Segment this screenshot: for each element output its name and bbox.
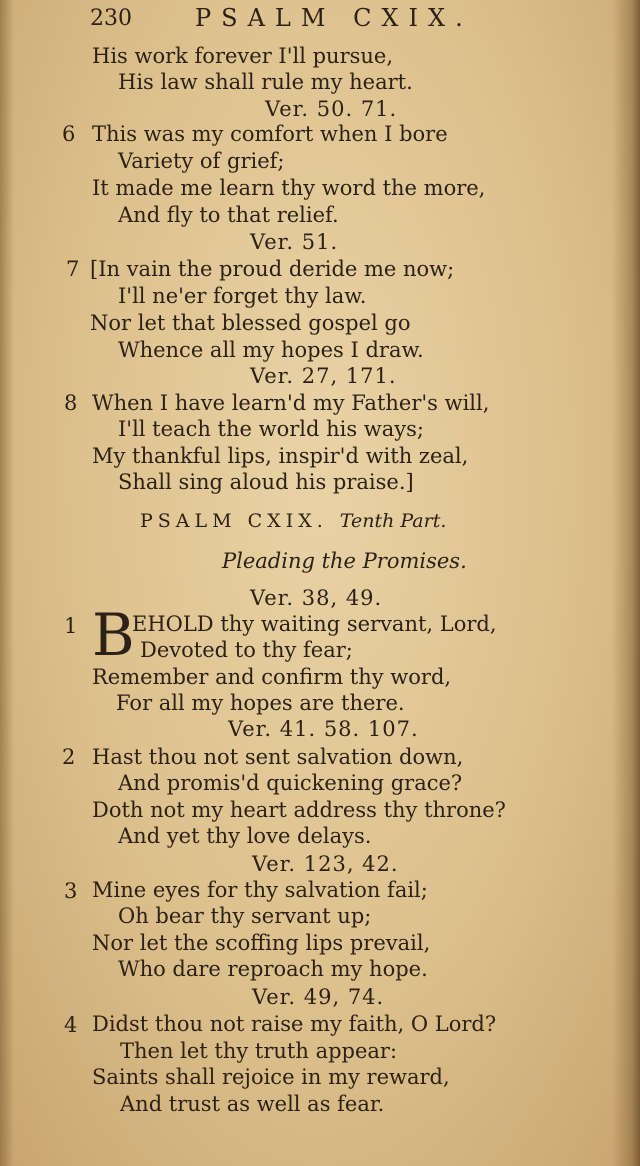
stanza-number: 7 <box>66 257 80 281</box>
verse-line: Nor let that blessed gospel go <box>90 311 411 335</box>
verse-reference: Ver. 51. <box>250 230 339 254</box>
verse-line: This was my comfort when I bore <box>92 122 448 146</box>
verse-line: And yet thy love delays. <box>118 824 372 848</box>
verse-line: Remember and confirm thy word, <box>92 665 452 689</box>
page-right-edge <box>612 0 640 1166</box>
verse-line: Saints shall rejoice in my reward, <box>92 1065 450 1089</box>
verse-line: Nor let the scoffing lips prevail, <box>92 931 431 955</box>
verse-line: Then let thy truth appear: <box>120 1039 398 1063</box>
verse-line: And promis'd quickening grace? <box>118 771 463 795</box>
verse-line: Variety of grief; <box>118 149 285 173</box>
stanza-number: 1 <box>64 614 78 638</box>
verse-line: It made me learn thy word the more, <box>92 176 486 200</box>
stanza-number: 4 <box>64 1013 78 1037</box>
verse-line: And fly to that relief. <box>118 203 339 227</box>
verse-line: When I have learn'd my Father's will, <box>92 391 490 415</box>
verse-reference: Ver. 27, 171. <box>250 364 397 388</box>
verse-reference: Ver. 49, 74. <box>252 985 385 1009</box>
verse-reference: Ver. 123, 42. <box>252 852 399 876</box>
part-label: Tenth Part. <box>339 510 447 532</box>
verse-line: I'll teach the world his ways; <box>118 417 424 441</box>
stanza-number: 3 <box>64 879 78 903</box>
verse-line: Hast thou not sent salvation down, <box>92 745 464 769</box>
verse-line: Oh bear thy servant up; <box>118 904 372 928</box>
verse-reference: Ver. 41. 58. 107. <box>228 717 419 741</box>
verse-line: My thankful lips, inspir'd with zeal, <box>92 444 469 468</box>
verse-line: For all my hopes are there. <box>116 691 405 715</box>
drop-cap: B <box>92 601 135 669</box>
page-left-edge <box>0 0 14 1166</box>
verse-line: Mine eyes for thy salvation fail; <box>92 878 428 902</box>
part-heading <box>140 510 446 532</box>
running-header: PSALM CXIX. <box>195 4 473 32</box>
verse-line: Whence all my hopes I draw. <box>118 338 424 362</box>
verse-reference: Ver. 38, 49. <box>250 586 383 610</box>
stanza-number: 6 <box>62 122 76 146</box>
verse-line: Devoted to thy fear; <box>140 638 353 662</box>
verse-line: EHOLD thy waiting servant, Lord, <box>132 612 497 636</box>
verse-line: His work forever I'll pursue, <box>92 44 394 68</box>
stanza-number: 2 <box>62 745 76 769</box>
verse-line: Didst thou not raise my faith, O Lord? <box>92 1012 497 1036</box>
part-title: PSALM CXIX. <box>140 510 328 532</box>
verse-line: Who dare reproach my hope. <box>118 957 428 981</box>
page-number: 230 <box>90 6 132 31</box>
stanza-number: 8 <box>64 391 78 415</box>
verse-line: Shall sing aloud his praise.] <box>118 470 414 494</box>
verse-line: And trust as well as fear. <box>120 1092 385 1116</box>
verse-line: Doth not my heart address thy throne? <box>92 798 506 822</box>
verse-line: [In vain the proud deride me now; <box>90 257 455 281</box>
part-subtitle: Pleading the Promises. <box>222 549 467 573</box>
verse-line: His law shall rule my heart. <box>118 70 413 94</box>
verse-line: I'll ne'er forget thy law. <box>118 284 367 308</box>
verse-reference: Ver. 50. 71. <box>265 97 398 121</box>
